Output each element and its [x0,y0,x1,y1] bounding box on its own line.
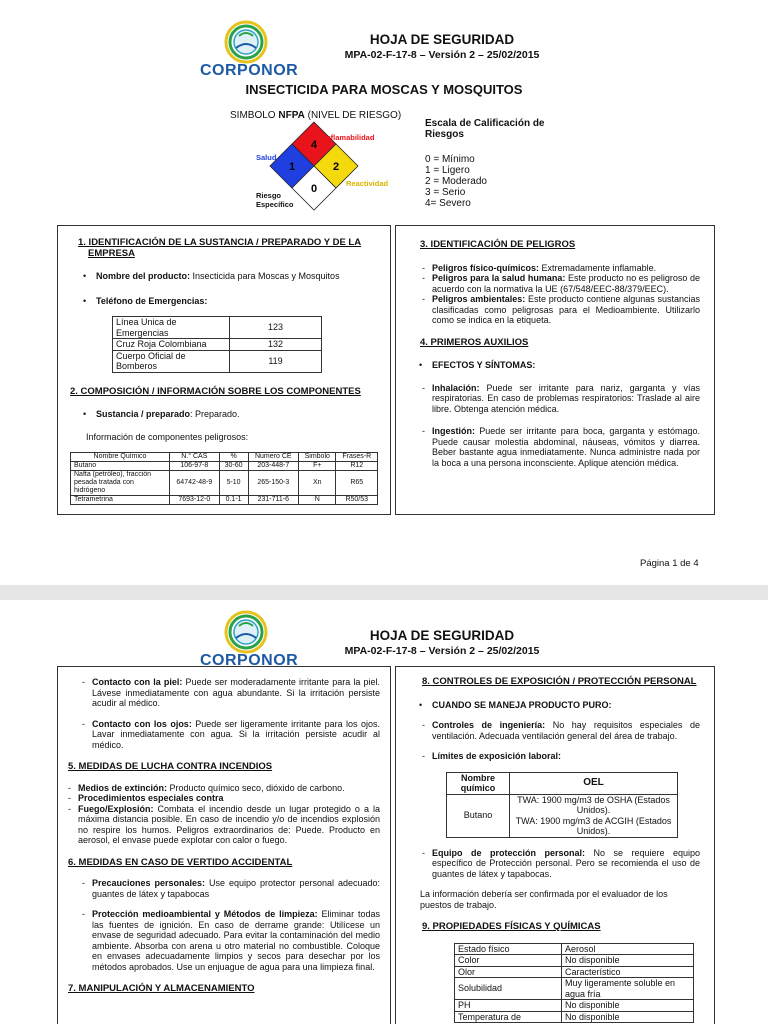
risk-scale-item: 0 = Mínimo [425,154,475,165]
section-7-title: 7. MANIPULACIÓN Y ALMACENAMIENTO [68,983,255,994]
nfpa-specific-value: 0 [310,183,318,195]
table-row: Temperatura de No disponible [455,1011,694,1023]
emergency-phone-item: • Teléfono de Emergencias: [78,296,380,307]
risk-scale-title: Escala de Calificación de Riesgos [425,118,545,140]
product-name-item: • Nombre del producto: Insecticida para Moscas y Mosquitos [78,271,380,282]
emergency-phones-table [112,316,322,373]
fire-measure-item: - Medios de extinción: Producto químico seco, dióxido de carbono. [68,783,380,794]
pure-product-item: • CUANDO SE MANEJA PRODUCTO PURO: [414,700,700,711]
left-sections-box [57,225,391,515]
nfpa-reactivity-value: 2 [332,161,340,173]
hazard-item: - Peligros físico-químicos: Extremadamente inflamable. [422,263,700,274]
product-title: INSECTICIDA PARA MOSCAS Y MOSQUITOS [245,82,523,97]
substance-item: • Sustancia / preparado: Preparado. [78,409,380,420]
ppe-item: - Equipo de protección personal: No se requiere equipo específico de Protección personal. Pero se recomienda el uso de guantes de látex y tapabocas. [422,848,700,880]
section-4-title: 4. PRIMEROS AUXILIOS [420,336,529,348]
nfpa-specific-label: Riesgo Específico [256,191,294,209]
section-6-title: 6. MEDIDAS EN CASO DE VERTIDO ACCIDENTAL [68,856,293,868]
exposure-limits-label: - Límites de exposición laboral: [422,751,700,762]
spill-item: - Protección medioambiental y Métodos de limpieza: Eliminar todas las fuentes de ignición. En caso de derrame grande: Utilícese un envase de seguridad adecuado. Para evitar la contaminación del medio ambiente. Absorba con arena u otro material no combustible. Coloque en envases adecuadamente limpios y secos para desechar por los métodos aprobados. Use un enjuague de agua para una limpieza final. [82,909,380,972]
hazard-item: - Peligros ambientales: Este producto contiene algunas sustancias clasificadas como peligrosas para el Medioambiente. Utilizarlo como se indica en la etiqueta. [422,294,700,326]
section-9-title: 9. PROPIEDADES FÍSICAS Y QUÍMICAS [422,921,601,932]
document-code: MPA-02-F-17-8 – Versión 2 – 25/02/2015 [344,645,540,657]
risk-scale [425,118,560,209]
page-number: Página 1 de 4 [640,558,699,569]
table-row: PH No disponible [455,1000,694,1012]
fire-measures-list [68,783,380,846]
page-2 [0,600,768,1024]
table-row: Cruz Roja Colombiana 132 [113,339,322,351]
brand-name: CORPONOR [200,62,299,79]
table-row: Estado físico Aerosol [455,943,694,955]
risk-scale-item: 3 = Serio [425,187,466,198]
left-sections-box [57,666,391,1024]
table-header-row: Nombre químico OEL [447,772,678,794]
hazards-list [422,263,700,326]
right-sections-box [395,666,715,1024]
contact-item: - Contacto con los ojos: Puede ser ligeramente irritante para los ojos. Lavar inmediatamente con agua. Si la irritación persiste acudir al médico. [82,719,380,751]
page-separator [0,585,768,600]
nfpa-health-value: 1 [288,161,296,173]
section-5-title: 5. MEDIDAS DE LUCHA CONTRA INCENDIOS [68,761,273,772]
contact-item: - Contacto con la piel: Puede ser moderadamente irritante para la piel. Lávese inmediatamente con agua abundante. Si la irritación persiste acudir al médico. [82,677,380,709]
properties-table [454,943,694,1024]
document-header [292,32,592,61]
table-row: Solubilidad Muy ligeramente soluble en agua fría [455,978,694,1000]
section-8-title: 8. CONTROLES DE EXPOSICIÓN / PROTECCIÓN PERSONAL [422,676,697,687]
document-title: HOJA DE SEGURIDAD [369,32,515,47]
nfpa-flammability-value: 4 [310,139,318,151]
effects-item: • EFECTOS Y SÍNTOMAS: [414,360,700,371]
corponor-emblem-icon [221,610,271,654]
components-table [70,452,378,505]
nfpa-diamond [250,120,400,220]
oel-table [446,772,678,838]
right-sections-box [395,225,715,515]
nfpa-reactivity-label: Reactividad [346,179,389,188]
risk-scale-item: 1 = Ligero [425,165,470,176]
table-row: Tetrametrina 7693-12-0 0.1-1 231-711-6 N R50/53 [71,496,378,505]
engineering-controls: - Controles de ingeniería: No hay requisitos especiales de ventilación. Adecuada ventilación general del área de trabajo. [422,720,700,741]
fire-measure-item: - Fuego/Explosión: Combata el incendio desde un lugar protegido o a la máxima distancia posible. En caso de incendio y/o de incendios explosión no respire los humos. Peligros extraordinarios de: Puede. Producto en aerosol, el envase puede explotar con calor o fuego. [68,804,380,846]
table-row: Línea Unica de Emergencias 123 [113,317,322,339]
nfpa-title: SIMBOLO NFPA (NIVEL DE RIESGO) [230,110,402,121]
table-row: Color No disponible [455,955,694,967]
table-row: Butano TWA: 1900 mg/m3 de OSHA (Estados Unidos). TWA: 1900 mg/m3 de ACGIH (Estados Unidos). [447,794,678,837]
risk-scale-item: 4= Severo [425,198,471,209]
document-code: MPA-02-F-17-8 – Versión 2 – 25/02/2015 [344,49,540,61]
hazard-item: - Peligros para la salud humana: Este producto no es peligroso de acuerdo con la normativa la UE (67/548/EEC-88/379/EEC). [422,273,700,294]
corponor-emblem-icon [221,20,271,64]
section-3-title: 3. IDENTIFICACIÓN DE PELIGROS [420,239,576,250]
table-row: Butano 106-97-8 30-60 203-448-7 F+ R12 [71,462,378,471]
components-info: Información de componentes peligrosos: [86,431,249,442]
table-header-row: Nombre Químico N.° CAS % Numero CE Simbolo Frases-R [71,453,378,462]
section-2-title: 2. COMPOSICIÓN / INFORMACIÓN SOBRE LOS COMPONENTES [70,385,361,397]
fire-measure-item: - Procedimientos especiales contra [68,793,380,804]
section-1-title: 1. IDENTIFICACIÓN DE LA SUSTANCIA / PREPARADO Y DE LA EMPRESA [78,237,362,259]
nfpa-flammability-label: Inflamabilidad [324,133,375,142]
table-row: Nafta (petróleo), fracción pesada tratada con hidrógeno 64742-48-9 5-10 265-150-3 Xn R65 [71,471,378,496]
corponor-logo [200,20,299,80]
nfpa-health-label: Salud [256,153,277,162]
table-row: Cuerpo Oficial de Bomberos 119 [113,350,322,372]
table-row: Olor Característico [455,966,694,978]
first-aid-item: - Ingestión: Puede ser irritante para boca, garganta y estómago. Puede causar molestia abdominal, náuseas, vómitos y diarrea. Beber bastante agua inmediatamente. Nunca administre nada por la boca a una persona inconsciente. Aplique atención médica. [422,426,700,468]
risk-scale-item: 2 = Moderado [425,176,487,187]
first-aid-item: - Inhalación: Puede ser irritante para nariz, garganta y vías respiratorias. En caso de problemas respiratorios: Traslade al aire libre. Obtenga atención médica. [422,383,700,415]
brand-name: CORPONOR [200,652,299,669]
corponor-logo [200,610,299,670]
document-header [292,628,592,657]
spill-item: - Precauciones personales: Use equipo protector personal adecuado: guantes de látex y tapabocas [82,878,380,899]
document-title: HOJA DE SEGURIDAD [369,628,515,643]
evaluator-note: La información debería ser confirmada por el evaluador de los puestos de trabajo. [420,889,668,910]
